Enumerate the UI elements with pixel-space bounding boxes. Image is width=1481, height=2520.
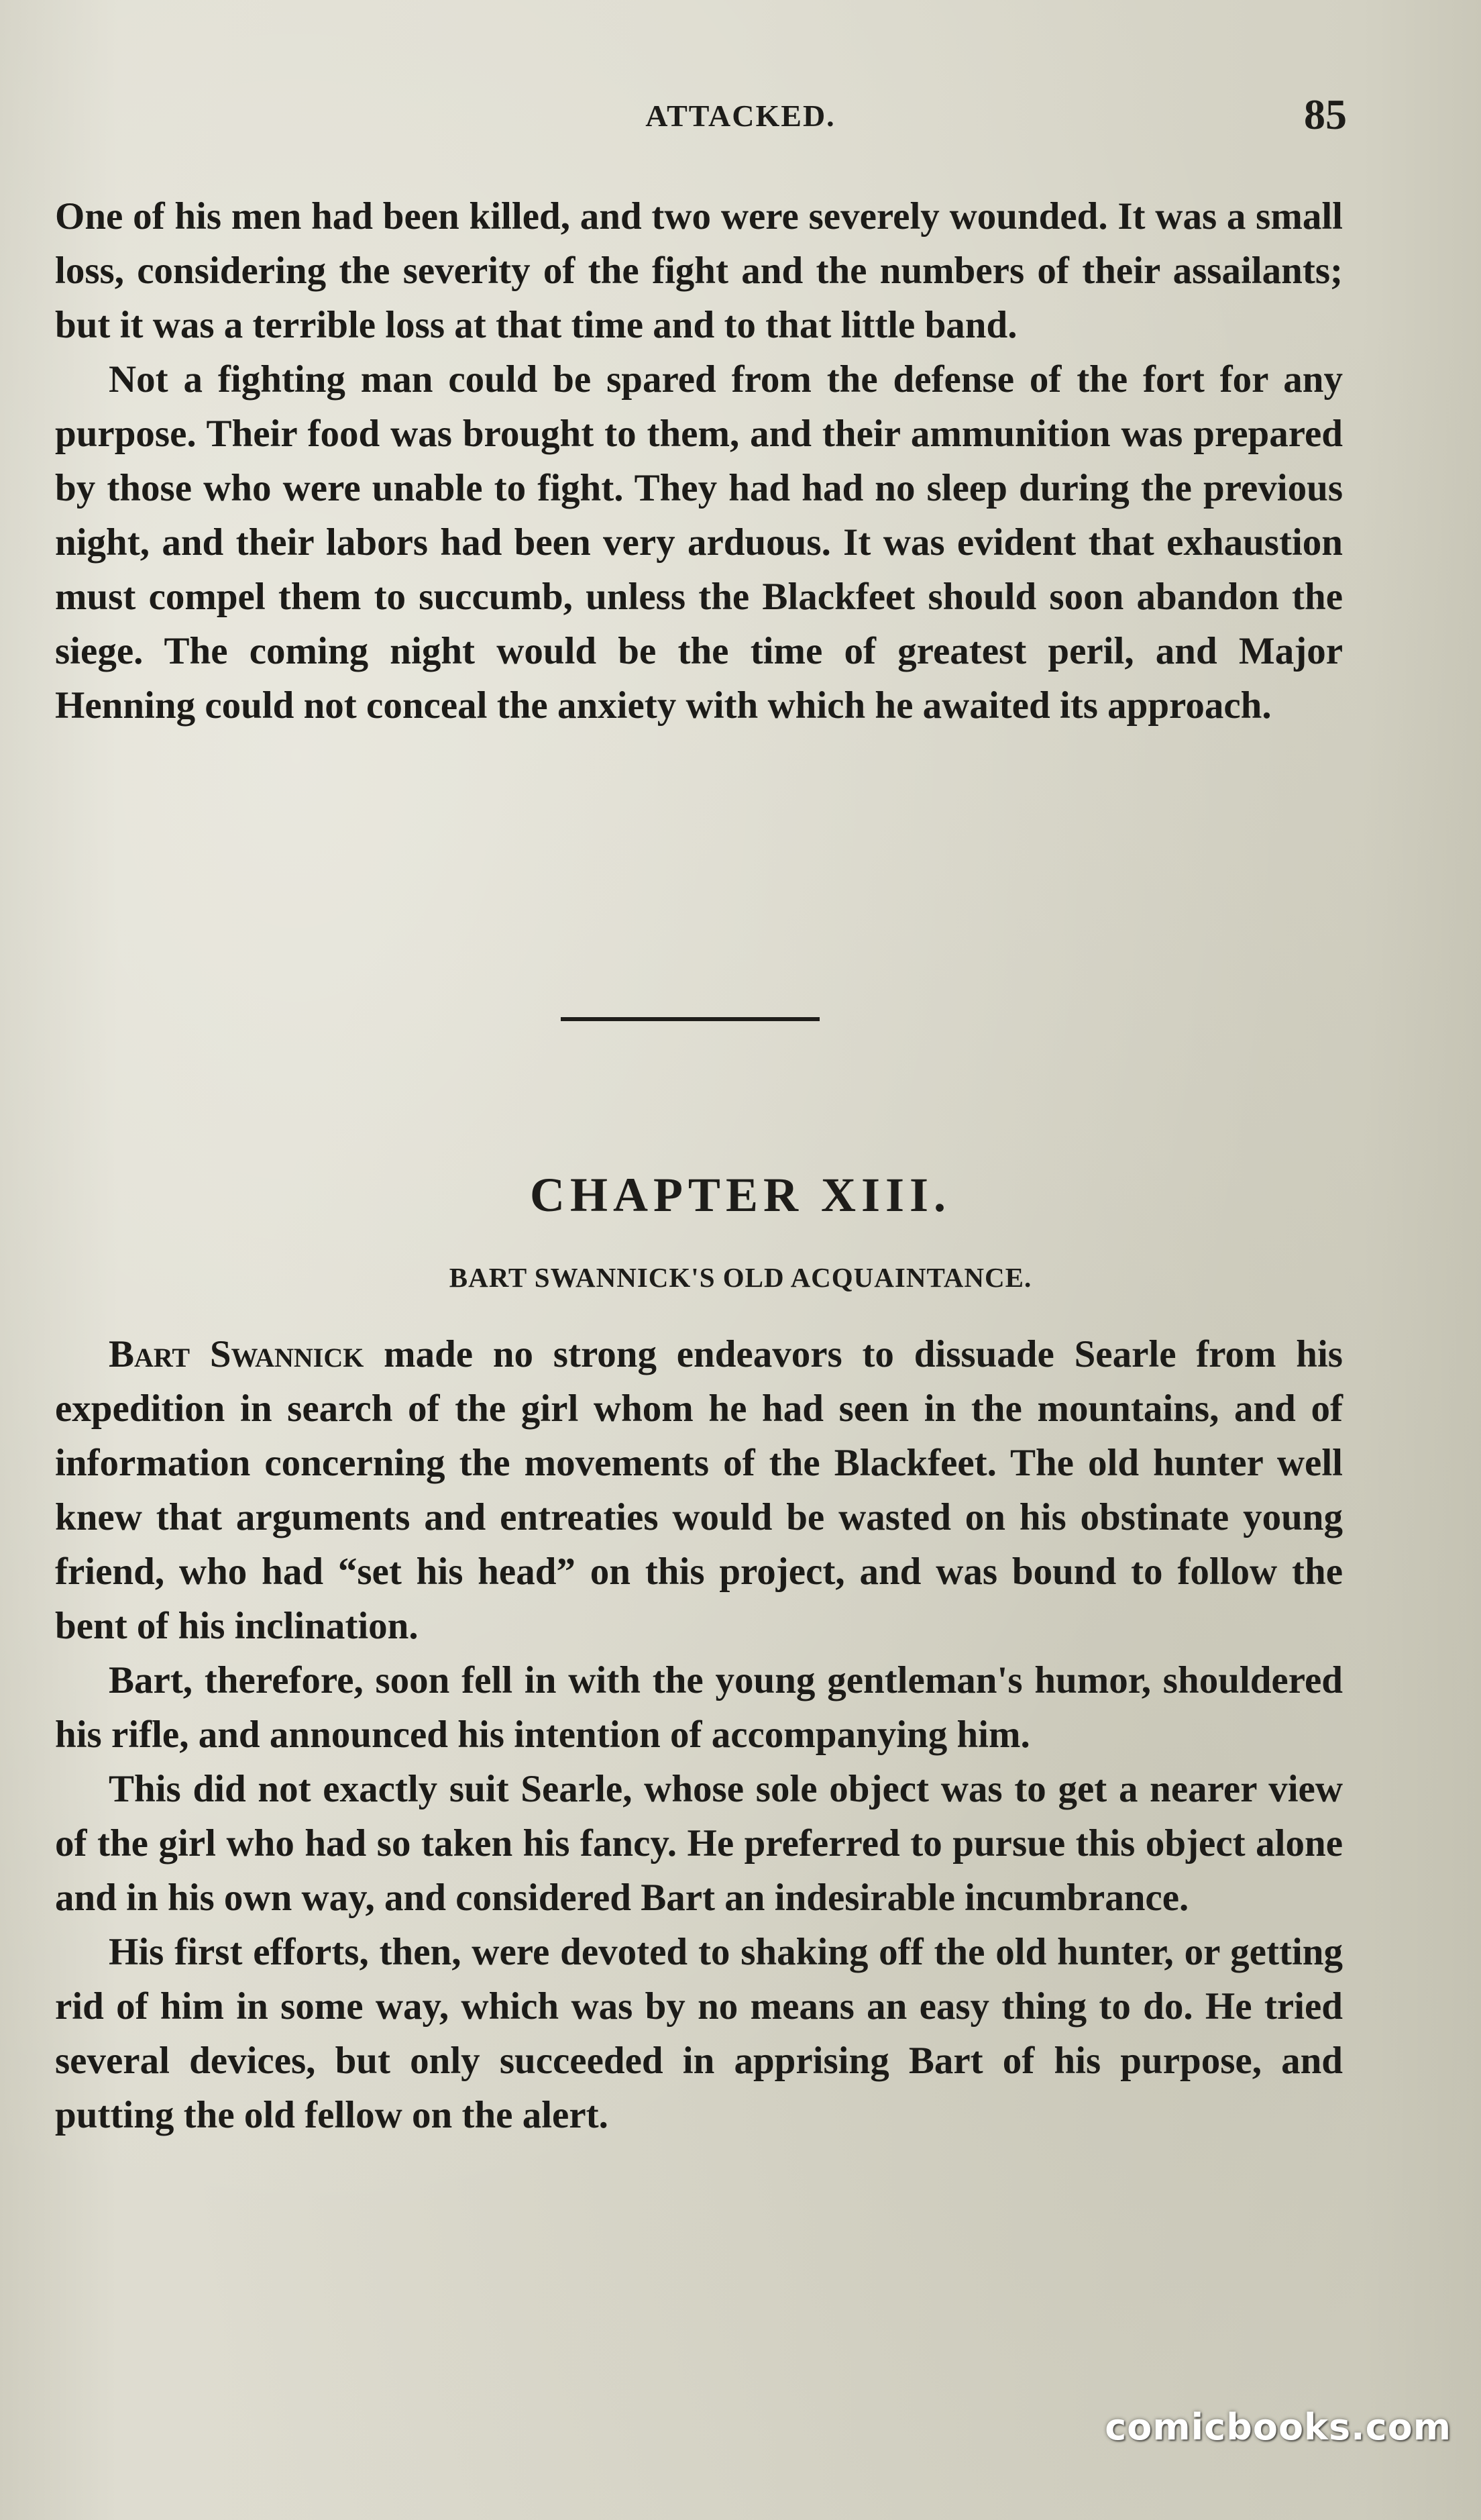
chapter-subtitle: BART SWANNICK'S OLD ACQUAINTANCE. xyxy=(449,1262,1032,1293)
paragraph: Bart, therefore, soon fell in with the young gentleman's humor, shouldered his rifle, and announced his intention of accompanying him. xyxy=(55,1659,1343,1756)
chapter-heading: CHAPTER XIII. xyxy=(529,1168,952,1222)
paragraph: His first efforts, then, were devoted to shaking off the old hunter, or getting rid of him in some way, which was by no means an easy thing to do. He tried several devices, but only succeeded in apprising Bart of his purpose, and putting the old fellow on the alert. xyxy=(55,1931,1343,2136)
watermark: comicbooks.com xyxy=(1105,2406,1451,2448)
section-divider xyxy=(561,1017,820,1021)
page-number: 85 xyxy=(1304,91,1347,138)
paragraph xyxy=(55,1327,1343,1653)
paragraph-rest: made no strong endeavors to dissuade Searle from his expedition in search of the girl whom he had seen in the mountains, and of information concerning the movements of the Blackfeet. The old hunter well knew that arguments and entreaties would be wasted on his obstinate young friend, who had “set his head” on this project, and was bound to follow the bent of his inclination. xyxy=(55,1333,1343,1647)
paragraph: One of his men had been killed, and two were severely wounded. It was a small loss, considering the severity of the fight and the numbers of their assailants; but it was a terrible loss at that time and to that little band. xyxy=(55,195,1343,346)
top-text-block xyxy=(55,189,1343,733)
running-title: ATTACKED. xyxy=(645,99,836,133)
running-head xyxy=(0,91,1481,141)
paragraph-lead: Bart Swannick xyxy=(109,1333,364,1375)
paragraph: This did not exactly suit Searle, whose sole object was to get a nearer view of the girl who had so taken his fancy. He preferred to pursue this object alone and in his own way, and considered Bart an indesirable incumbrance. xyxy=(55,1768,1343,1919)
paragraph: Not a fighting man could be spared from the defense of the fort for any purpose. Their food was brought to them, and their ammunition was prepared by those who were unable to fight. They had had no sleep during the previous night, and their labors had been very arduous. It was evident that exhaustion must compel them to succumb, unless the Blackfeet should soon abandon the siege. The coming night would be the time of greatest peril, and Major Henning could not conceal the anxiety with which he awaited its approach. xyxy=(55,358,1343,727)
bottom-text-block xyxy=(55,1327,1343,2142)
